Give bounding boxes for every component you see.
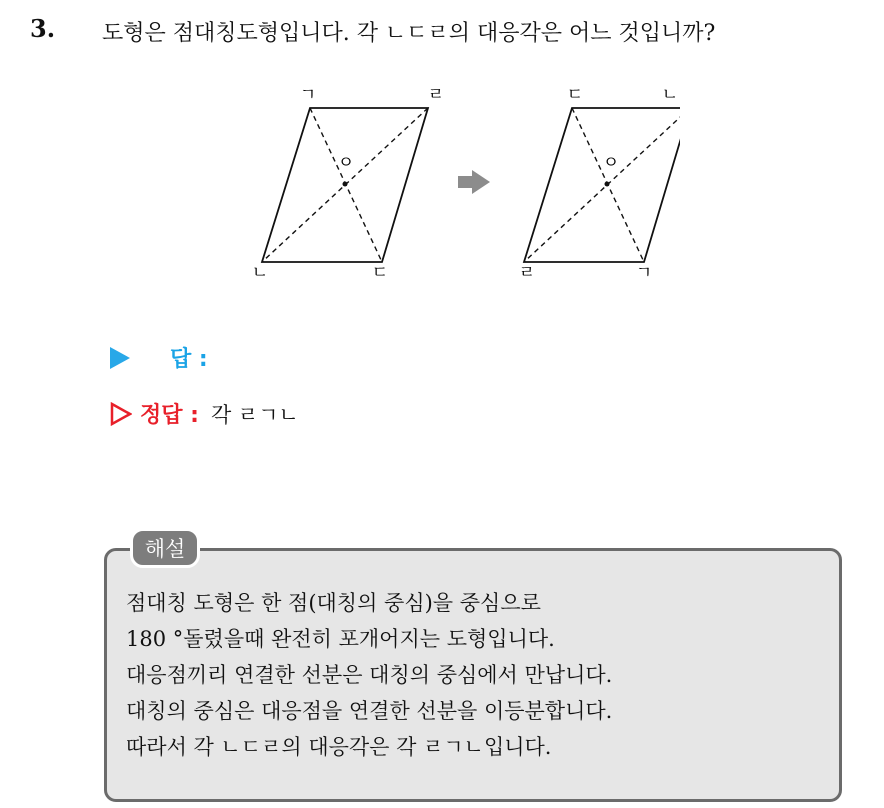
explanation-line: 대응점끼리 연결한 선분은 대칭의 중심에서 만납니다.	[126, 663, 613, 687]
explanation-line: 180 °돌렸을때 완전히 포개어지는 도형입니다.	[126, 627, 555, 651]
right-arrow-icon	[458, 170, 490, 194]
right-label-center: ㅇ	[602, 153, 620, 173]
right-center-point	[605, 182, 610, 187]
correct-answer-row	[110, 398, 299, 429]
question-text: 도형은 점대칭도형입니다. 각 ㄴㄷㄹ의 대응각은 어느 것입니까?	[102, 21, 716, 46]
explanation-text	[126, 585, 612, 765]
answer-label: 답 :	[170, 347, 208, 372]
right-label-bottom-left: ㄹ	[518, 263, 536, 283]
outline-triangle-icon	[110, 402, 132, 426]
left-label-bottom-left: ㄴ	[251, 263, 269, 283]
correct-answer-label: 정답 :	[140, 403, 199, 428]
explanation-line: 따라서 각 ㄴㄷㄹ의 대응각은 각 ㄹㄱㄴ입니다.	[126, 735, 552, 759]
right-label-top-left: ㄷ	[566, 85, 584, 105]
right-label-top-right: ㄴ	[661, 85, 679, 105]
explanation-line: 대칭의 중심은 대응점을 연결한 선분을 이등분합니다.	[126, 699, 613, 723]
figure	[240, 70, 680, 290]
left-label-top-right: ㄹ	[427, 85, 445, 105]
explanation-line: 점대칭 도형은 한 점(대칭의 중심)을 중심으로	[126, 591, 541, 615]
filled-triangle-icon	[110, 347, 130, 369]
explanation-tag: 해설	[130, 528, 200, 568]
left-label-bottom-right: ㄷ	[371, 263, 389, 283]
right-parallelogram	[524, 108, 680, 262]
left-label-top-left: ㄱ	[299, 85, 317, 105]
correct-answer-value: 각 ㄹㄱㄴ	[210, 402, 299, 427]
question-number: 3.	[30, 14, 56, 43]
left-center-point	[343, 182, 348, 187]
right-label-bottom-right: ㄱ	[635, 263, 653, 283]
answer-row	[110, 342, 208, 373]
left-label-center: ㅇ	[337, 153, 355, 173]
